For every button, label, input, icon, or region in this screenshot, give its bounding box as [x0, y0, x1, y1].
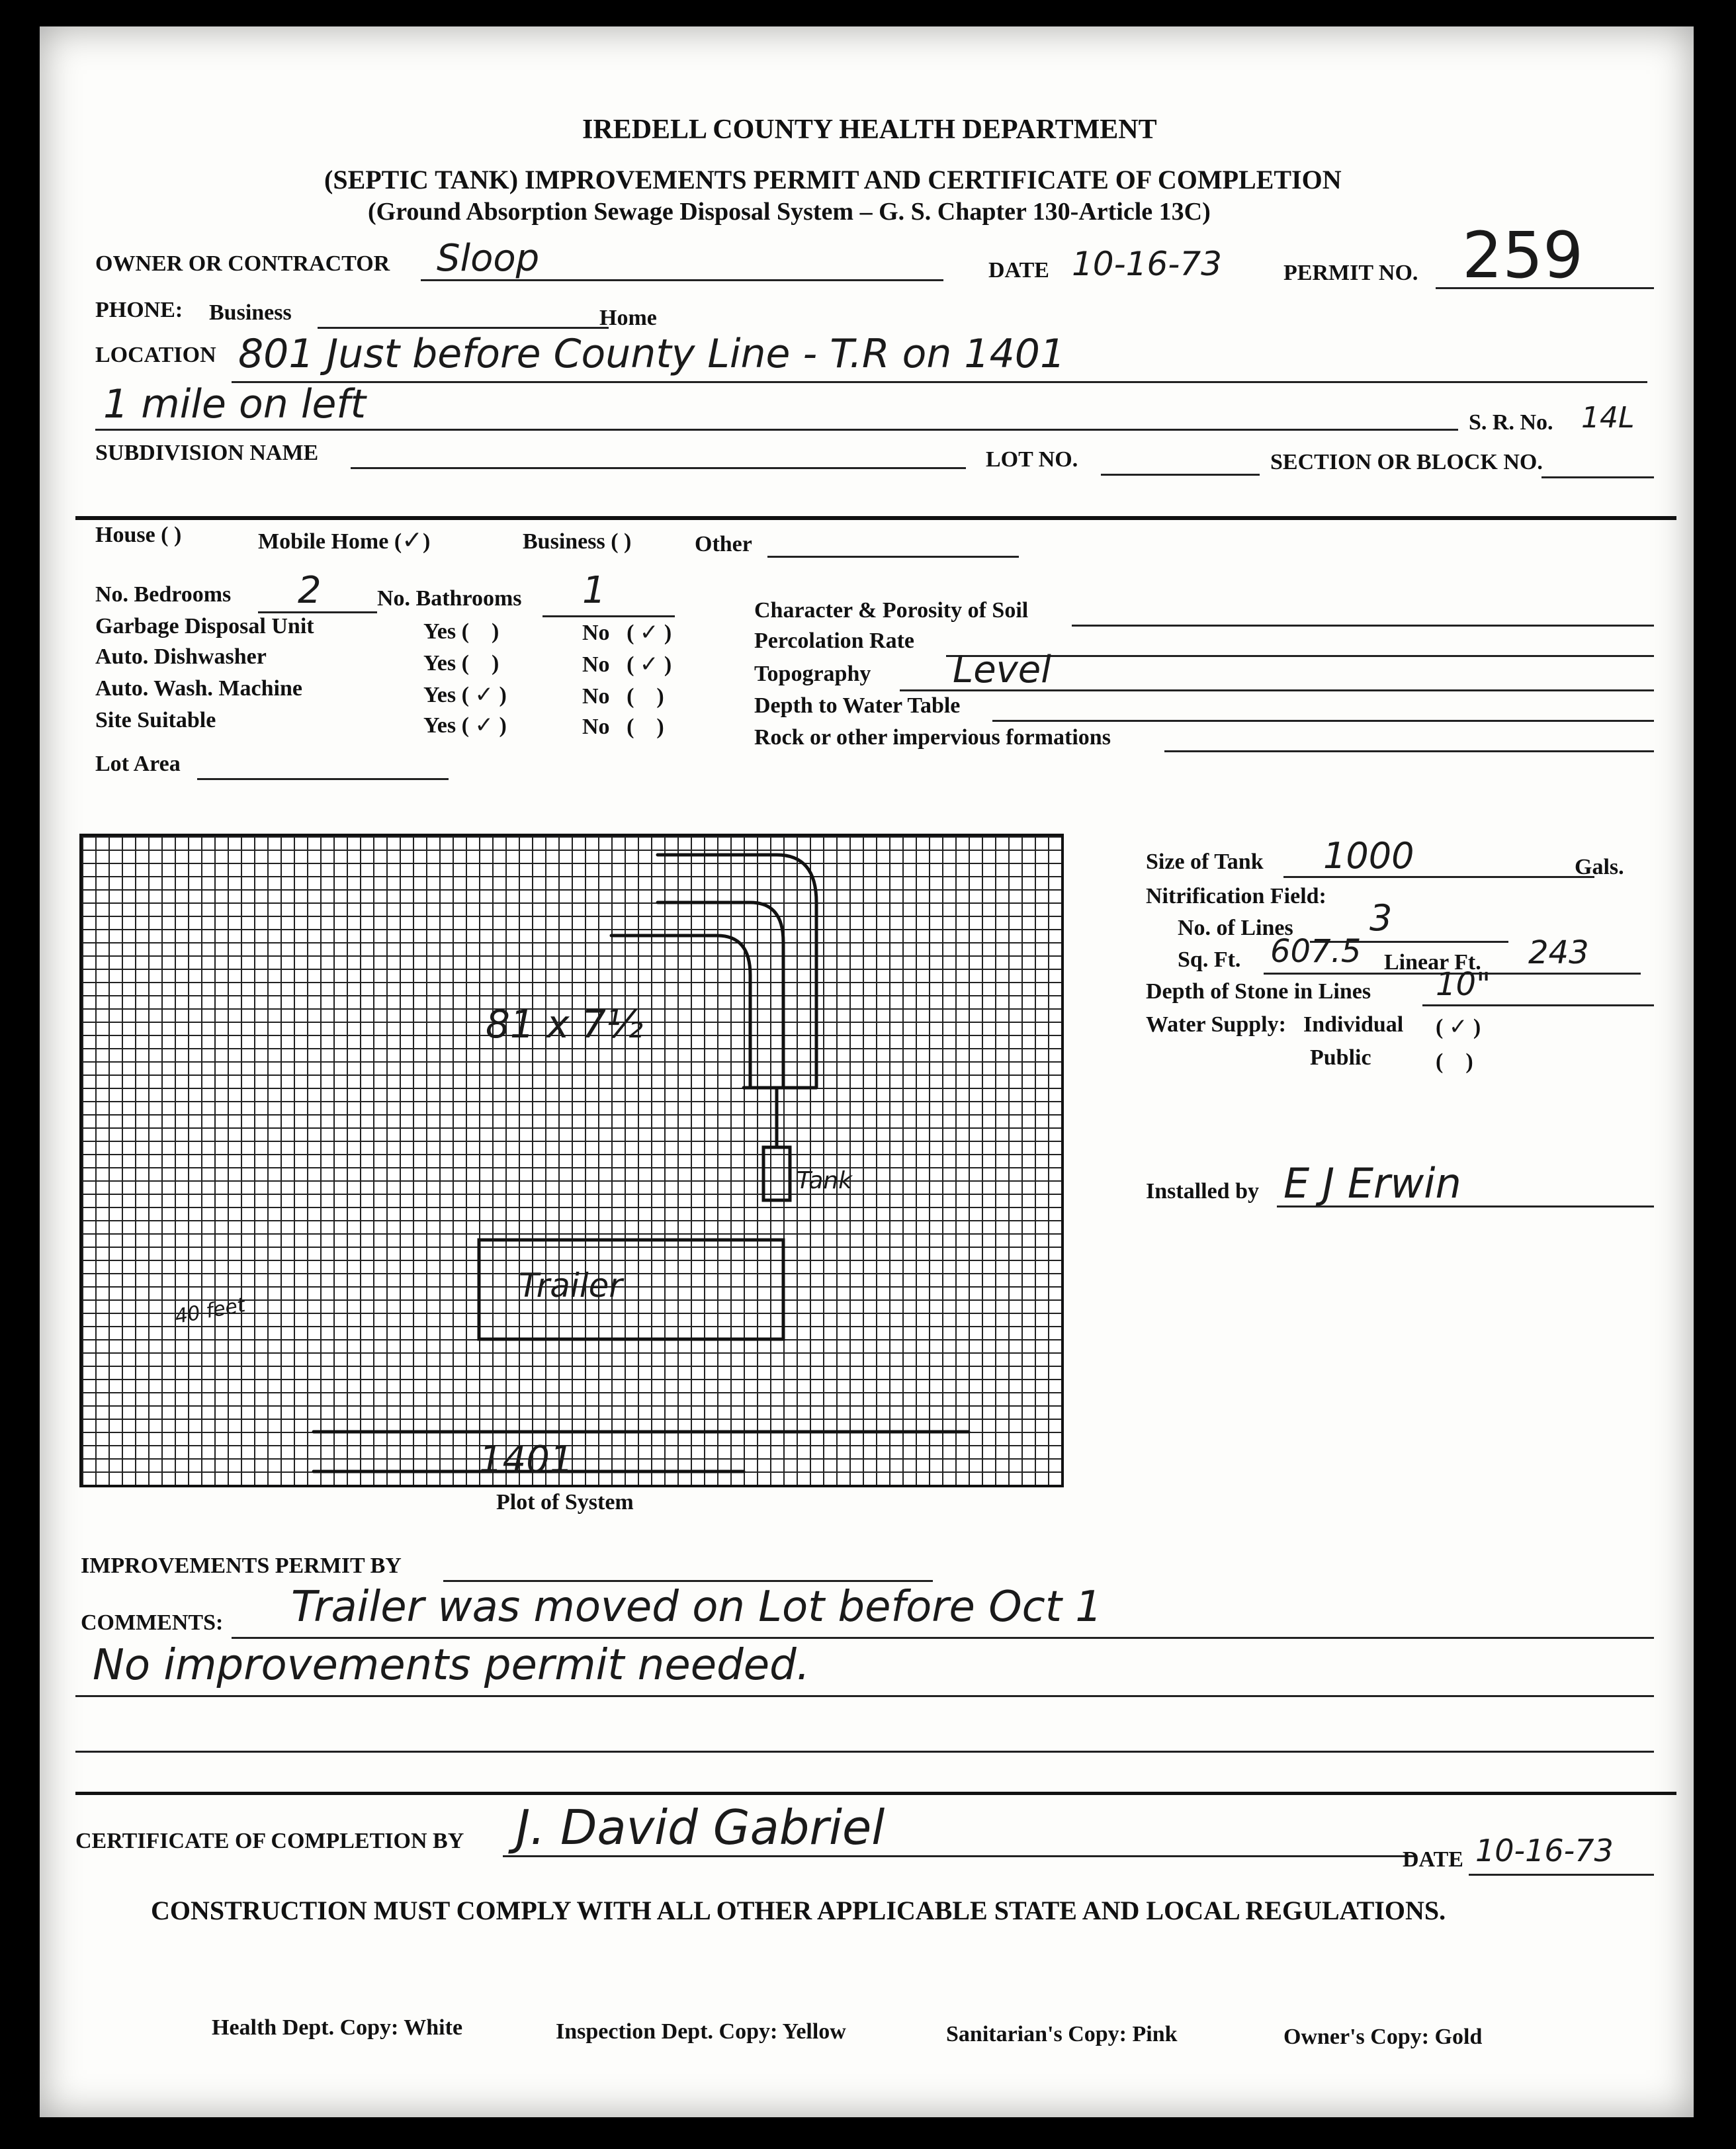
public-label: Public [1310, 1045, 1371, 1070]
bedrooms-label: No. Bedrooms [95, 582, 232, 607]
row-no: No ( ) [582, 715, 664, 739]
row-label: Site Suitable [95, 708, 216, 732]
permit-subtitle: (Ground Absorption Sewage Disposal System – G. S. Chapter 130-Article 13C) [368, 198, 1211, 226]
row-no: No ( ✓ ) [582, 619, 672, 646]
comments-line2: No improvements permit needed. [93, 1641, 810, 1690]
water-table-label: Depth to Water Table [754, 693, 961, 718]
mobile-home-label [258, 525, 430, 554]
nitrification-label: Nitrification Field: [1146, 884, 1326, 908]
linear-ft-value: 243 [1528, 934, 1589, 971]
yes-no-row [95, 614, 314, 639]
row-label: Auto. Wash. Machine [95, 676, 302, 701]
yes-text: Yes [423, 619, 456, 644]
water-supply-label: Water Supply: [1146, 1012, 1286, 1037]
owner-label: OWNER OR CONTRACTOR [95, 251, 390, 276]
other-label: Other [695, 532, 752, 556]
phone-label: PHONE: [95, 298, 183, 322]
row-no: No ( ) [582, 684, 664, 709]
certificate-label: CERTIFICATE OF COMPLETION BY [75, 1829, 464, 1853]
row-yes: Yes ( ) [423, 651, 499, 676]
lines-label: No. of Lines [1178, 916, 1293, 940]
soil-character-label: Character & Porosity of Soil [754, 598, 1029, 623]
rock-formations-label: Rock or other impervious formations [754, 725, 1111, 750]
no-check: ✓ [639, 619, 659, 646]
tank-size-label: Size of Tank [1146, 850, 1264, 874]
tank-size-value: 1000 [1323, 835, 1414, 877]
yes-text: Yes [423, 713, 456, 738]
no-text: No [582, 684, 610, 709]
permit-form [40, 26, 1694, 2117]
row-label: Garbage Disposal Unit [95, 614, 314, 638]
stone-depth-label: Depth of Stone in Lines [1146, 979, 1371, 1004]
lines-value: 3 [1369, 897, 1393, 939]
yes-text: Yes [423, 683, 456, 707]
tank-note: Tank [797, 1167, 852, 1194]
row-label: Auto. Dishwasher [95, 644, 267, 669]
yes-no-row [95, 676, 302, 701]
copy-inspection: Inspection Dept. Copy: Yellow [556, 2019, 846, 2044]
row-yes: Yes ( ) [423, 619, 499, 644]
trailer-note: Trailer [519, 1266, 623, 1305]
permit-no-label: PERMIT NO. [1283, 261, 1418, 285]
business-phone-label: Business [209, 300, 292, 325]
certificate-date-label: DATE [1403, 1847, 1463, 1872]
bathrooms-value: 1 [582, 569, 606, 612]
linear-ft-label: Linear Ft. [1384, 950, 1481, 975]
row-yes: Yes ( ✓ ) [423, 712, 507, 738]
topography-value: Level [953, 648, 1051, 691]
certificate-signature: J. David Gabriel [516, 1800, 885, 1855]
bedrooms-value: 2 [298, 569, 322, 612]
comments-label: COMMENTS: [81, 1610, 224, 1635]
location-line1: 801 Just before County Line - T.R on 1401 [238, 331, 1066, 377]
installed-by-label: Installed by [1146, 1179, 1259, 1204]
no-check: ✓ [639, 651, 659, 678]
topography-label: Topography [754, 662, 871, 686]
lot-area-label: Lot Area [95, 752, 181, 776]
certificate-date-value: 10-16-73 [1475, 1833, 1614, 1868]
sqft-value: 607.5 [1270, 933, 1362, 970]
copy-health: Health Dept. Copy: White [212, 2015, 463, 2040]
yes-check: ✓ [474, 681, 494, 708]
plot-grid [79, 834, 1064, 1487]
mobile-home-text: Mobile Home ( [258, 529, 402, 554]
copy-owner: Owner's Copy: Gold [1283, 2025, 1483, 2049]
sr-value: 14L [1581, 401, 1635, 435]
sqft-label: Sq. Ft. [1178, 947, 1241, 972]
mobile-home-check: ✓ [402, 525, 423, 554]
section-block-label: SECTION OR BLOCK NO. [1270, 450, 1543, 474]
row-no: No ( ✓ ) [582, 651, 672, 678]
copy-sanitarian: Sanitarian's Copy: Pink [946, 2022, 1178, 2046]
improvements-permit-label: IMPROVEMENTS PERMIT BY [81, 1554, 402, 1578]
no-text: No [582, 652, 610, 677]
permit-title: (SEPTIC TANK) IMPROVEMENTS PERMIT AND CERTIFICATE OF COMPLETION [324, 165, 1342, 195]
road-note: 1401 [479, 1438, 574, 1481]
plot-sketch [82, 836, 1061, 1485]
house-option: House ( ) [95, 523, 182, 547]
plot-caption: Plot of System [496, 1490, 634, 1514]
bathrooms-label: No. Bathrooms [377, 586, 522, 611]
location-line2: 1 mile on left [103, 381, 367, 427]
comments-line1: Trailer was moved on Lot before Oct 1 [291, 1583, 1102, 1632]
individual-check: ✓ [1448, 1014, 1468, 1040]
permit-no-value: 259 [1462, 218, 1584, 292]
individual-checkbox: ( ✓ ) [1436, 1014, 1481, 1040]
stone-depth-value: 10" [1436, 966, 1491, 1003]
subdivision-label: SUBDIVISION NAME [95, 441, 319, 465]
compliance-notice: CONSTRUCTION MUST COMPLY WITH ALL OTHER APPLICABLE STATE AND LOCAL REGULATIONS. [151, 1896, 1446, 1925]
row-yes: Yes ( ✓ ) [423, 681, 507, 708]
date-value: 10-16-73 [1072, 245, 1222, 283]
no-text: No [582, 715, 610, 739]
field-dimensions-note: 81 x 7½ [486, 1002, 644, 1047]
yes-no-row [95, 708, 216, 733]
department-title: IREDELL COUNTY HEALTH DEPARTMENT [582, 114, 1157, 145]
mobile-home-close: ) [423, 529, 431, 554]
lot-no-label: LOT NO. [986, 447, 1078, 472]
individual-label: Individual [1303, 1012, 1404, 1037]
home-phone-label: Home [599, 306, 657, 330]
yes-no-row [95, 644, 267, 670]
public-checkbox: ( ) [1436, 1049, 1473, 1074]
location-label: LOCATION [95, 343, 216, 367]
gals-label: Gals. [1575, 855, 1624, 879]
business-option: Business ( ) [523, 529, 632, 554]
date-label: DATE [988, 258, 1049, 283]
sr-label: S. R. No. [1469, 410, 1553, 435]
yes-check: ✓ [474, 712, 494, 738]
side-note: 40 feet [173, 1293, 247, 1329]
owner-value: Sloop [437, 237, 540, 280]
installed-by-value: E J Erwin [1283, 1159, 1461, 1207]
no-text: No [582, 621, 610, 645]
yes-text: Yes [423, 651, 456, 676]
perc-rate-label: Percolation Rate [754, 629, 915, 653]
